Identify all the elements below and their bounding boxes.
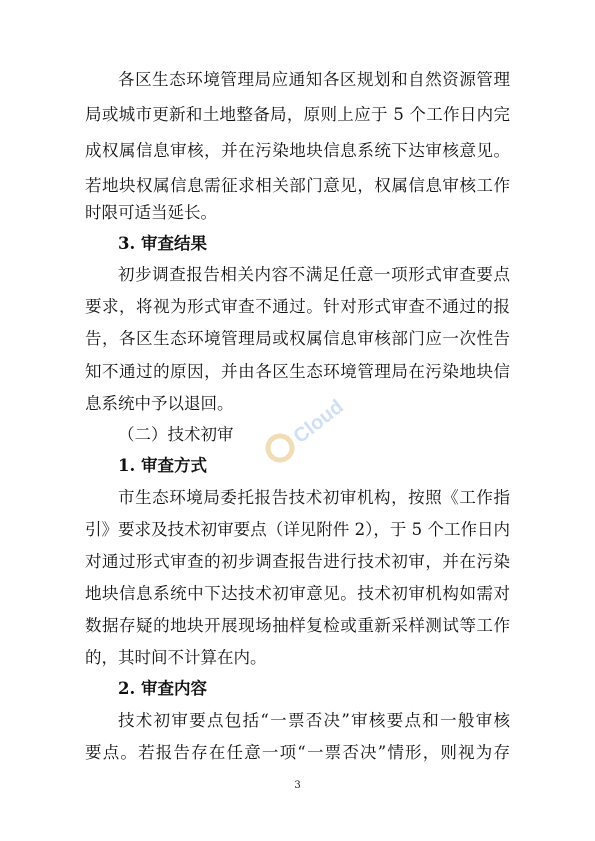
watermark-text: Cloud <box>289 395 348 448</box>
paragraph-line: 若地块权属信息需征求相关部门意见，权属信息审核工作 <box>85 176 510 195</box>
paragraph-line: 各区生态环境管理局应通知各区规划和自然资源管理 <box>118 70 510 89</box>
section-heading: 1. 审查方式 <box>118 456 207 475</box>
paragraph-line: 告，各区生态环境管理局或权属信息审核部门应一次性告 <box>85 329 510 348</box>
watermark-ring-icon <box>268 436 292 460</box>
paragraph-line: 初步调查报告相关内容不满足任意一项形式审查要点 <box>118 265 510 284</box>
cloud-watermark-logo <box>258 392 348 472</box>
section-heading: 3. 审查结果 <box>118 234 207 253</box>
page-number: 3 <box>294 780 301 791</box>
paragraph-line: 市生态环境局委托报告技术初审机构，按照《工作指 <box>118 488 510 507</box>
paragraph-line: 局或城市更新和土地整备局，原则上应于 5 个工作日内完 <box>85 105 510 124</box>
subsection-title: （二）技术初审 <box>118 425 234 444</box>
paragraph-line: 地块信息系统中下达技术初审意见。技术初审机构如需对 <box>85 584 510 603</box>
paragraph-line: 的，其时间不计算在内。 <box>85 648 267 667</box>
paragraph-line: 数据存疑的地块开展现场抽样复检或重新采样测试等工作 <box>85 616 510 635</box>
paragraph-line: 息系统中予以退回。 <box>85 394 234 413</box>
paragraph-line: 要点。若报告存在任意一项“一票否决”情形，则视为存 <box>85 743 510 762</box>
paragraph-line: 技术初审要点包括“一票否决”审核要点和一般审核 <box>118 711 510 730</box>
paragraph-line: 要求，将视为形式审查不通过。针对形式审查不通过的报 <box>85 297 510 316</box>
paragraph-line: 时限可适当延长。 <box>85 203 217 222</box>
paragraph-line: 成权属信息审核，并在污染地块信息系统下达审核意见。 <box>85 141 510 160</box>
paragraph-line: 对通过形式审查的初步调查报告进行技术初审，并在污染 <box>85 552 510 571</box>
paragraph-line: 知不通过的原因，并由各区生态环境管理局在污染地块信 <box>85 362 510 381</box>
paragraph-line: 引》要求及技术初审要点（详见附件 2），于 5 个工作日内 <box>85 520 510 539</box>
section-heading: 2. 审查内容 <box>118 679 207 698</box>
